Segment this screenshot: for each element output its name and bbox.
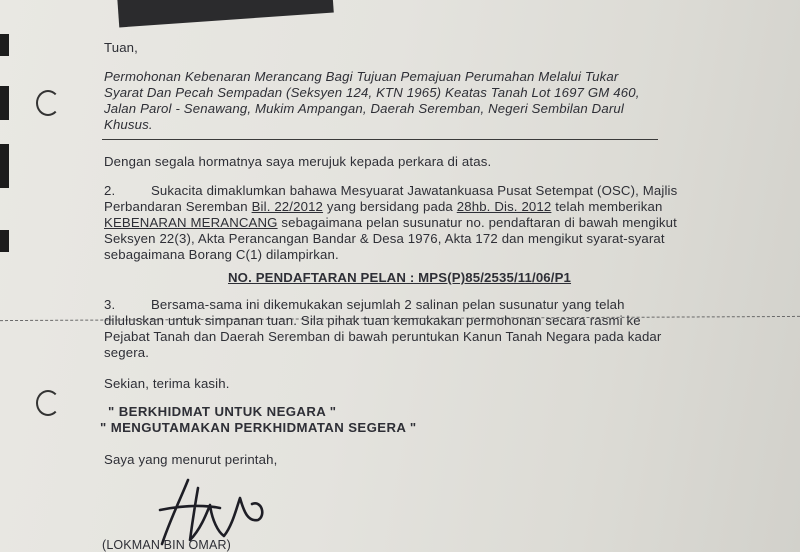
para2-line-1: [104, 183, 677, 198]
subject-line-2: Syarat Dan Pecah Sempadan (Seksyen 124, KTN 1965) Keatas Tanah Lot 1697 GM 460,: [104, 85, 640, 100]
para2-text: sebagaimana pelan susunatur no. pendaftaran di bawah mengikut: [281, 215, 677, 230]
para3-text: Bersama-sama ini dikemukakan sejumlah 2 salinan pelan susunatur yang telah: [150, 297, 625, 312]
para2-text: Perbandaran Seremban: [104, 199, 248, 214]
closing: Sekian, terima kasih.: [104, 376, 230, 391]
para2-text: telah memberikan: [555, 199, 663, 214]
meeting-date: 28hb. Dis. 2012: [456, 199, 552, 214]
para2-line-4: Seksyen 22(3), Akta Perancangan Bandar & Desa 1976, Akta 172 dan mengikut syarat-syarat: [104, 231, 665, 246]
subject-line-3: Jalan Parol - Senawang, Mukim Ampangan, Daerah Seremban, Negeri Sembilan Darul: [104, 101, 624, 116]
para3-line-4: segera.: [104, 345, 150, 360]
para3-line-2: diluluskan untuk simpanan tuan. Sila pihak tuan kemukakan permohonan secara rasmi ke: [104, 313, 641, 328]
intro-paragraph: Dengan segala hormatnya saya merujuk kepada perkara di atas.: [104, 154, 492, 169]
para2-text: yang bersidang pada: [326, 199, 453, 214]
para2-line-2: [104, 199, 662, 214]
approval-term: KEBENARAN MERANCANG: [104, 215, 278, 230]
subject-line-1: Permohonan Kebenaran Merancang Bagi Tujuan Pemajuan Perumahan Melalui Tukar: [104, 69, 619, 84]
para2-number: 2.: [104, 183, 116, 198]
subject-line-4: Khusus.: [104, 117, 153, 132]
para2-line-3: [104, 215, 677, 230]
margin-mark: [0, 144, 9, 188]
para3-line-1: [104, 297, 625, 312]
motto-1: " BERKHIDMAT UNTUK NEGARA ": [108, 404, 337, 419]
para3-line-3: Pejabat Tanah dan Daerah Seremban di bawah peruntukan Kanun Tanah Negara pada kadar: [104, 329, 662, 344]
margin-mark: [0, 230, 9, 252]
para2-line-5: sebagaimana Borang C(1) dilampirkan.: [104, 247, 339, 262]
punch-hole: [36, 90, 60, 116]
para3-number: 3.: [104, 297, 116, 312]
redaction-bar: [117, 0, 334, 27]
meeting-number: Bil. 22/2012: [251, 199, 324, 214]
salutation: Tuan,: [104, 40, 138, 55]
margin-mark: [0, 86, 9, 120]
subject-underline: [102, 139, 658, 140]
motto-2: " MENGUTAMAKAN PERKHIDMATAN SEGERA ": [100, 420, 417, 435]
registration-number: NO. PENDAFTARAN PELAN : MPS(P)85/2535/11/06/P1: [228, 270, 572, 285]
margin-mark: [0, 34, 9, 56]
punch-hole: [36, 390, 60, 416]
signer-name: (LOKMAN BIN OMAR): [102, 538, 231, 552]
signoff: Saya yang menurut perintah,: [104, 452, 278, 467]
para2-text: Sukacita dimaklumkan bahawa Mesyuarat Jawatankuasa Pusat Setempat (OSC), Majlis: [150, 183, 678, 198]
